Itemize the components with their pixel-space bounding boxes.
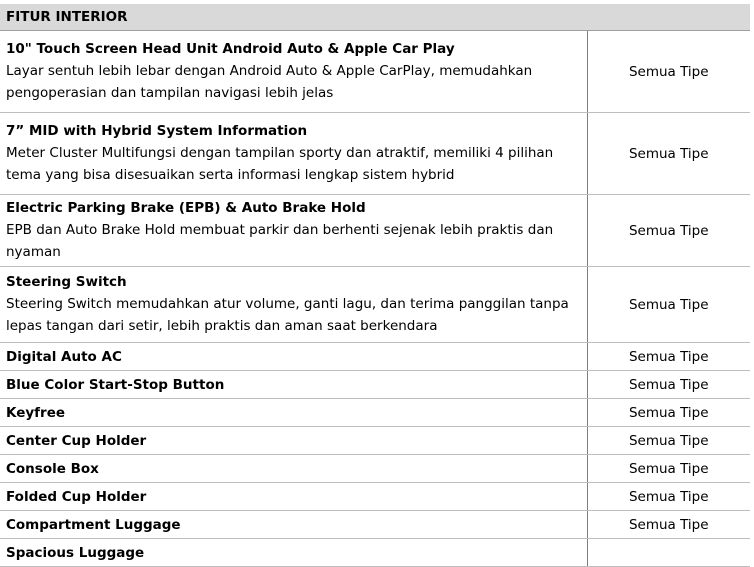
feature-cell xyxy=(0,195,587,267)
feature-name: Spacious Luggage xyxy=(6,544,145,561)
table-row xyxy=(0,511,750,539)
feature-cell xyxy=(0,511,587,539)
feature-name: Compartment Luggage xyxy=(6,516,181,533)
availability-value: Semua Tipe xyxy=(587,195,750,267)
feature-description: Steering Switch memudahkan atur volume, ganti lagu, dan terima panggilan tanpa lepas tangan dari setir, lebih praktis dan aman saat berkendara xyxy=(6,296,569,334)
feature-cell xyxy=(0,427,587,455)
feature-name: Digital Auto AC xyxy=(6,348,122,365)
table-row xyxy=(0,343,750,371)
table-row xyxy=(0,539,750,567)
availability-value xyxy=(587,539,750,567)
feature-cell xyxy=(0,399,587,427)
feature-description: Layar sentuh lebih lebar dengan Android Auto & Apple CarPlay, memudahkan pengoperasian dan tampilan navigasi lebih jelas xyxy=(6,63,533,101)
feature-name: Steering Switch xyxy=(6,274,127,290)
availability-value: Semua Tipe xyxy=(587,427,750,455)
availability-value: Semua Tipe xyxy=(587,267,750,343)
availability-value: Semua Tipe xyxy=(587,455,750,483)
table-row xyxy=(0,31,750,113)
interior-features-table xyxy=(0,4,750,567)
availability-value: Semua Tipe xyxy=(587,371,750,399)
feature-cell xyxy=(0,267,587,343)
availability-value: Semua Tipe xyxy=(587,511,750,539)
availability-value: Semua Tipe xyxy=(587,483,750,511)
feature-cell xyxy=(0,371,587,399)
feature-cell xyxy=(0,539,587,567)
feature-name: Keyfree xyxy=(6,404,66,421)
feature-name: Electric Parking Brake (EPB) & Auto Brake Hold xyxy=(6,200,366,216)
table-row xyxy=(0,455,750,483)
feature-cell xyxy=(0,483,587,511)
section-header-row xyxy=(0,4,750,31)
feature-name: 10" Touch Screen Head Unit Android Auto & Apple Car Play xyxy=(6,41,455,57)
feature-description: EPB dan Auto Brake Hold membuat parkir dan berhenti sejenak lebih praktis dan nyaman xyxy=(6,222,554,260)
feature-name: Center Cup Holder xyxy=(6,432,147,449)
table-row xyxy=(0,483,750,511)
availability-value: Semua Tipe xyxy=(587,343,750,371)
table-row xyxy=(0,195,750,267)
table-row xyxy=(0,399,750,427)
feature-name: Folded Cup Holder xyxy=(6,488,147,505)
feature-cell xyxy=(0,343,587,371)
table-row xyxy=(0,113,750,195)
feature-cell xyxy=(0,31,587,113)
feature-cell xyxy=(0,455,587,483)
section-title: FITUR INTERIOR xyxy=(0,4,750,31)
availability-value: Semua Tipe xyxy=(587,399,750,427)
feature-name: 7” MID with Hybrid System Information xyxy=(6,123,308,139)
availability-value: Semua Tipe xyxy=(587,113,750,195)
availability-value: Semua Tipe xyxy=(587,31,750,113)
feature-cell xyxy=(0,113,587,195)
feature-description: Meter Cluster Multifungsi dengan tampilan sporty dan atraktif, memiliki 4 pilihan tema yang bisa disesuaikan serta informasi lengkap sistem hybrid xyxy=(6,145,554,183)
feature-name: Blue Color Start-Stop Button xyxy=(6,376,225,393)
table-row xyxy=(0,371,750,399)
table-row xyxy=(0,267,750,343)
feature-name: Console Box xyxy=(6,460,99,477)
table-row xyxy=(0,427,750,455)
